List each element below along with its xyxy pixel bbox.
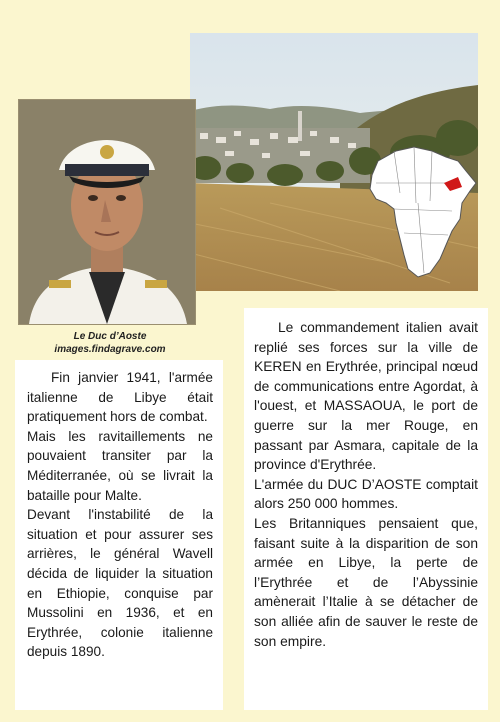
- portrait-caption: [40, 330, 180, 356]
- left-paragraph-3: Devant l'instabilité de la situation et pour assurer ses arrières, le général Wavell décida de liquider la situation en Ethiopie, conquise par Mussolini en 1936, et en Erythrée, colonie italienne depuis 1890.: [27, 507, 213, 660]
- landscape-photo: [190, 33, 478, 291]
- portrait-illustration: [19, 100, 195, 324]
- caption-source: images.findagrave.com: [54, 344, 166, 355]
- right-paragraph-2: L'armée du DUC D’AOSTE comptait alors 250 000 hommes.: [254, 476, 478, 512]
- landscape-illustration: [190, 33, 478, 291]
- left-text-box: [15, 360, 223, 710]
- right-paragraph-3: Les Britanniques pensaient que, faisant suite à la disparition de son armée en Libye, la perte de l’Erythrée et de l’Abyssinie amènerait l’Italie à se détacher de son alliée afin de sauver le reste de son empire.: [254, 515, 478, 649]
- caption-name: Le Duc d’Aoste: [73, 331, 147, 342]
- left-paragraph-2: Mais les ravitaillements ne pouvaient transiter par la Méditerranée, où se livrait la bataille pour Malte.: [27, 428, 213, 503]
- right-text-box: [244, 308, 488, 710]
- duke-portrait: [19, 100, 195, 324]
- left-paragraph-1: Fin janvier 1941, l'armée italienne de Libye était pratiquement hors de combat.: [27, 370, 213, 425]
- right-paragraph-1: Le commandement italien avait replié ses forces sur la ville de KEREN en Erythrée, principal nœud de communications entre Agordat, à l'ouest, et MASSAOUA, le port de guerre sur la mer Rouge, en passant par Asmara, capitale de la province d'Erythrée.: [254, 320, 478, 473]
